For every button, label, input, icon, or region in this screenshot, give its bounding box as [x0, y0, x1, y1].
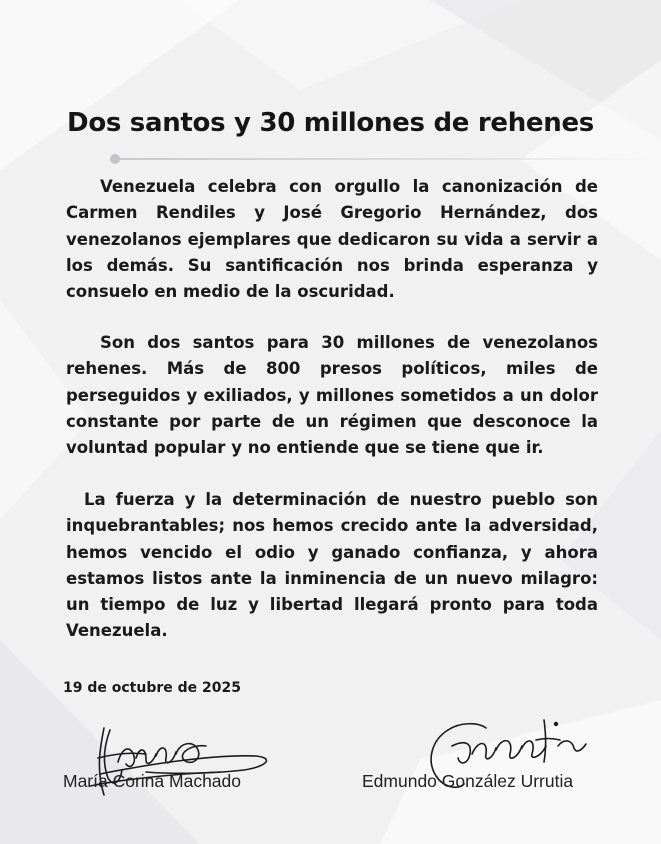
signer-name-right: Edmundo González Urrutia — [362, 771, 574, 791]
paragraph-3: La fuerza y la determinación de nuestro pueblo son inquebrantables; nos hemos crecido ante la adversidad, hemos vencido el odio y ganado confianza, y ahora estamos listos ante la inminencia de un nuevo milagro: un tiempo de luz y libertad llegará pronto para toda Venezuela. — [66, 490, 598, 641]
signer-name-left: María Corina Machado — [63, 771, 241, 791]
page-title: Dos santos y 30 millones de rehenes — [67, 108, 594, 138]
title-divider — [112, 158, 652, 160]
document-date: 19 de octubre de 2025 — [63, 680, 241, 696]
title-divider-dot — [110, 154, 120, 164]
paragraph-2: Son dos santos para 30 millones de venezolanos rehenes. Más de 800 presos políticos, miles de perseguidos y exiliados, y millones sometidos a un dolor constante por parte de un régimen que desconoce la voluntad popular y no entiende que se tiene que ir. — [66, 333, 598, 458]
signature-block-left — [60, 700, 300, 810]
signature-block-right — [360, 700, 640, 810]
paragraph-1: Venezuela celebra con orgullo la canonización de Carmen Rendiles y José Gregorio Hernández, dos venezolanos ejemplares que dedicaron su vida a servir a los demás. Su santificación nos brinda esperanza y consuelo en medio de la oscuridad. — [66, 177, 598, 302]
